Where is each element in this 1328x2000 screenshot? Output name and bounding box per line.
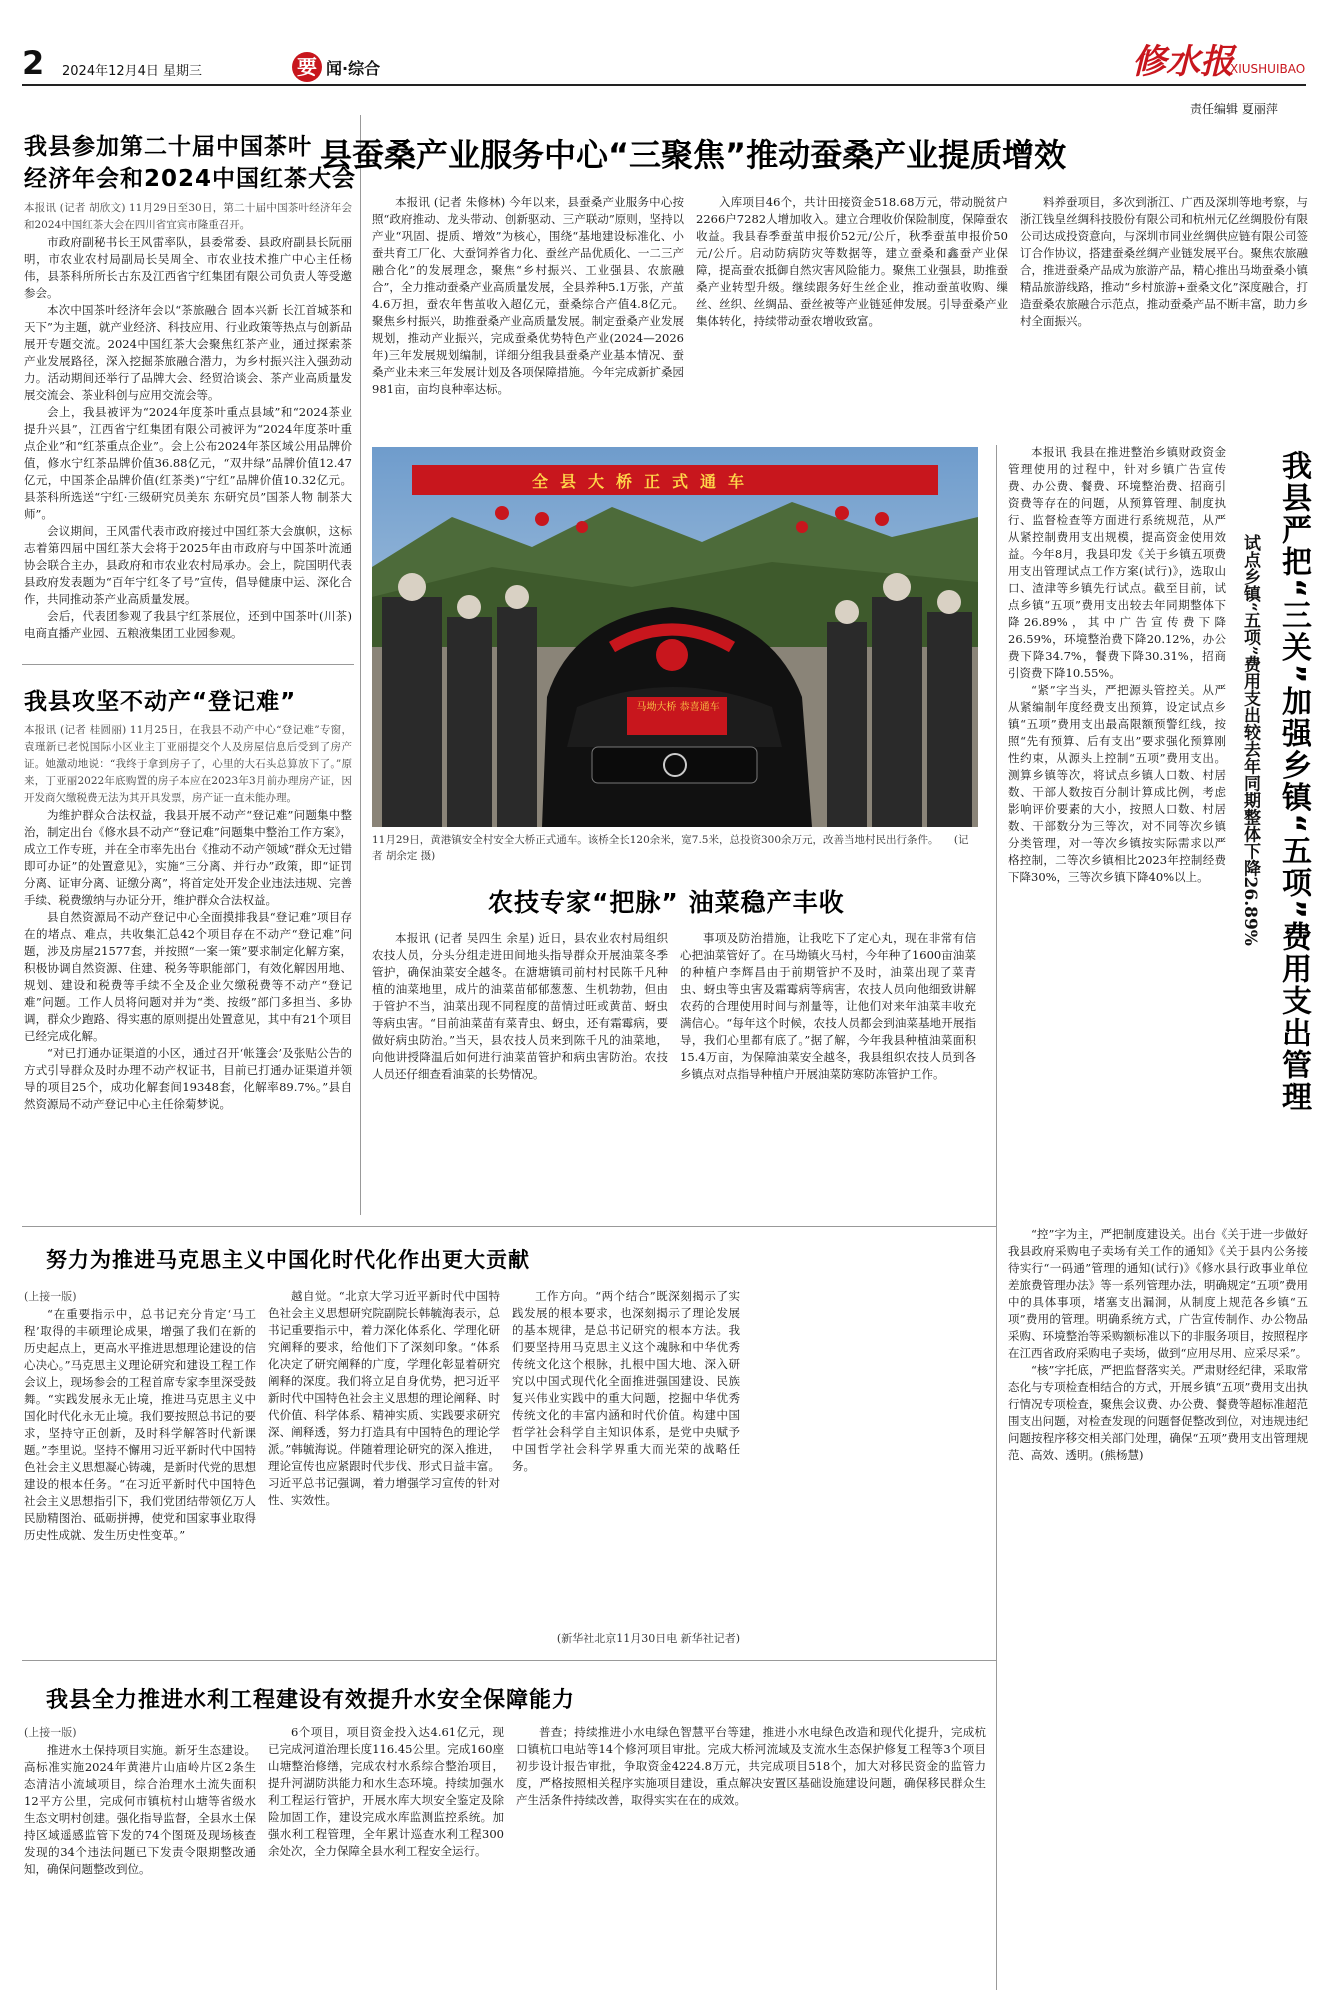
paper-logo: 修水报 bbox=[1132, 42, 1234, 82]
news-photo bbox=[372, 447, 978, 827]
article-tea-lead: 本报讯 (记者 胡欣文) 11月29日至30日，第二十届中国茶叶经济年会和2024中国红茶大会在四川省宜宾市隆重召开。 bbox=[24, 202, 352, 231]
article-tea-title-line1: 我县参加第二十届中国茶叶 bbox=[24, 134, 312, 160]
divider bbox=[22, 664, 354, 665]
article-marxism-cont: (上接一版) bbox=[24, 1290, 77, 1303]
divider bbox=[22, 1226, 996, 1227]
photo-banner-text: 全县大桥正式通车 bbox=[532, 472, 757, 491]
section-badge bbox=[292, 52, 322, 82]
article-marxism-col2: 越自觉。“北京大学习近平新时代中国特色社会主义思想研究院副院长韩毓海表示，总书记重要指示中，着力深化体系化、学理化研究阐释的要求，给他们下了深刻印象。“体系化决定了研究阐释的广度，学理化彰显着研究阐释的深度。我们将立足自身优势，把习近平新时代中国特色社会主义思想的理论阐释、时代价值、科学体系、精神实质、实践要求研究深、阐释透，努力打造具有中国特色的理论学派。”韩毓海说。伴随着理论研究的深入推进，理论宣传也应紧跟时代步伐、形式日益丰富。习近平总书记强调，着力增强学习宣传的针对性、实效性。 bbox=[268, 1289, 500, 1507]
article-water-col3: 普查；持续推进小水电绿色智慧平台等建，推进小水电绿色改造和现代化提升，完成杭口镇杭口电站等14个修河项目审批。完成大桥河流域及支流水生态保护修复工程等3个项目初步设计报告审批，争取资金4224.8万元，共完成项目518个，加大对移民资金的监管力度，严格按照相关程序实施项目建设，重点解决安置区基础设施建设问题，确保移民群众生产生活条件持续改善，取得实实在在的成效。 bbox=[516, 1725, 986, 1807]
article-property-p1: 为维护群众合法权益，我县开展不动产“登记难”问题集中整治，制定出台《修水县不动产“登记难”问题集中整治工作方案》，成立工作专班，并在全市率先出台《推动不动产领域“群众无过错即可办证”的处置意见》，实施“三分离、并行办”政策，即“证罚分离、证审分离、证缴分离”，将首定处开发企业违法违规、完善手续、税费缴纳与办证分开，维护群众合法权益。 bbox=[24, 808, 352, 907]
article-silk-col2: 入库项目46个，共计田接资金518.68万元，带动脱贫户2266户7282人增加收入。建立合理收价保险制度，保障蚕农收益。我县春季蚕茧申报价52元/公斤，秋季蚕茧申报价50元/公斤。启动防病防灾等数据等，建立蚕桑和鑫蚕产业保障，提高蚕农抵御自然灾害风险能力。聚焦工业强县，助推蚕桑产业转型升级。继续跟务好生丝企业，推动蚕茧收购、缫丝、丝织、丝绸品、蚕丝被等产业链延伸发展。引导蚕桑产业集体转化，持续带动蚕农增收致富。 bbox=[696, 195, 1008, 328]
article-silk-col3: 料养蚕项目，多次到浙江、广西及深圳等地考察，与浙江钱皇丝绸科技股份有限公司和杭州元亿丝绸股份有限公司达成投资意向，与深圳市同业丝绸供应链有限公司签订合作协议，搭建蚕桑丝绸产业链发展平台。聚焦农旅融合，推进蚕桑产品成为旅游产品，精心推出马坳蚕桑小镇精品旅游线路，推动“乡村旅游+蚕桑文化”深度融合，打造蚕桑农旅融合示范点，推动蚕桑产品不断丰富，助力乡村全面振兴。 bbox=[1020, 195, 1308, 328]
divider bbox=[360, 115, 361, 1215]
article-property-body bbox=[24, 722, 352, 1207]
photo-caption bbox=[372, 832, 978, 864]
article-property-title: 我县攻坚不动产“登记难” bbox=[24, 689, 297, 715]
article-expense-p1: 本报讯 我县在推进整治乡镇财政资金管理使用的过程中，针对乡镇广告宣传费、办公费、餐费、环境整治费、招商引资费等存在的问题，从预算管理、制度执行、监督检查等方面进行系统规范，从严从紧控制费用支出规模，提高资金使用效益。今年8月，我县印发《关于乡镇五项费用支出管理试点工作方案(试行)》，选取山口、渣津等乡镇先行试点。截至目前，试点乡镇“五项”费用支出较去年同期整体下降26.89%，其中广告宣传费下降26.59%，环境整治费下降20.12%，办公费下降34.7%，餐费下降30.31%，招商引资费下降10.55%。 bbox=[1008, 445, 1226, 680]
section-badge-text: 要 bbox=[297, 55, 317, 79]
article-expense-body bbox=[1008, 444, 1226, 1219]
article-tea-p2: 本次中国茶叶经济年会以“茶旅融合 固本兴新 长江首城茶和天下”为主题，就产业经济、科技应用、行业政策等热点与创新品展开专题交流。2024中国红茶大会聚焦红茶产业，通过探索茶产业发展路径，深入挖掘茶旅融合潜力，为乡村振兴注入强劲动力。活动期间还举行了品牌大会、经贸洽谈会、茶产业高质量发展交流会、茶业科创与应用交流会等。 bbox=[24, 303, 352, 402]
section-name: 闻·综合 bbox=[326, 59, 381, 78]
article-tea-p3: 会上，我县被评为“2024年度茶叶重点县域”和“2024茶业提升兴县”，江西省宁红集团有限公司被评为“2024年度茶叶重点企业”和“红茶重点企业”。会上公布2024年茶区域公用品牌价值，修水宁红茶品牌价值36.88亿元，“双井绿”品牌价值12.47亿元，中国茶企品牌价值(红茶类)“宁红”品牌价值10.32亿元。县茶科所选送“宁红·三级研究员美东 东研究员”国茶人物 制茶大师”。 bbox=[24, 405, 352, 521]
article-rapeseed-col2: 事项及防治措施，让我吃下了定心丸，现在非常有信心把油菜管好了。在马坳镇火马村，今年种了1600亩油菜的种植户李辉昌由于前期管护不及时，油菜出现了菜青虫、蚜虫等虫害及霜霉病等病害，农技人员向他细致讲解农药的合理使用时间与剂量等，让他们对来年油菜丰收充满信心。“每年这个时候，农技人员都会到油菜基地开展指导，我们心里都有底了。”据了解，今年我县种植油菜面积15.4万亩，为保障油菜安全越冬，我县组织农技人员到各乡镇点对点指导种植户开展油菜防寒防冻管护工作。 bbox=[680, 931, 976, 1081]
article-silk-title: 县蚕桑产业服务中心“三聚焦”推动蚕桑产业提质增效 bbox=[320, 136, 1067, 174]
article-property-p2: 县自然资源局不动产登记中心全面摸排我县“登记难”项目存在的堵点、难点，共收集汇总42个项目存在不动产“登记难”问题，涉及房屋21577套，并按照“一案一策”要求制定化解方案，积极协调自然资源、住建、税务等职能部门，有效化解因用地、规划、建设和税费等手续不全及企业欠缴税费等不动产“登记难”问题。工作人员将问题对并为“类、按级”部门多担当、多协调，群众少跑路、得实惠的原则提出处置意见，其中有21个项目已经完成化解。 bbox=[24, 910, 352, 1043]
article-tea-p1: 市政府副秘书长王风雷率队，县委常委、县政府副县长阮丽明，市农业农村局副局长吴周全、市农业技术推广中心主任杨伟，县茶科所所长古东及江西省宁红集团有限公司负责人等受邀参会。 bbox=[24, 235, 352, 300]
article-expense-body-2 bbox=[1008, 1226, 1308, 1990]
issue-date: 2024年12月4日 星期三 bbox=[62, 64, 203, 79]
page-number: 2 bbox=[22, 44, 45, 82]
article-water-col2: 6个项目，项目资金投入达4.61亿元，现已完成河道治理长度116.45公里。完成160座山塘整治修缮，完成农村水系综合整治项目，提升河湖防洪能力和水生态环境。持续加强水利工程运行管护，开展水库大坝安全鉴定及除险加固工作，建设完成水库监测监控系统。加强水利工程管理，全年累计巡查水利工程300余处次，全力保障全县水利工程安全运行。 bbox=[268, 1725, 504, 1858]
article-tea-body bbox=[24, 200, 352, 652]
article-expense-subtitle: 试点乡镇“五项”费用支出较去年同期整体下降26.89% bbox=[1240, 534, 1260, 946]
article-tea-title-line2: 经济年会和2024中国红茶大会 bbox=[24, 166, 357, 192]
article-silk-col1: 本报讯 (记者 朱修林) 今年以来，县蚕桑产业服务中心按照“政府推动、龙头带动、创新驱动、三产联动”原则，坚持以产业“巩固、提质、增效”为核心，围绕“基地建设标准化、小蚕共育工厂化、大蚕饲养省力化、蚕丝产品优质化、一二三产融合化”的发展理念，聚焦“乡村振兴、工业强县、农旅融合”，全力推动蚕桑产业高质量发展，全县养种5.1万张，产茧4.6万担，蚕农年售茧收入超亿元，蚕桑综合产值4.8亿元。聚焦乡村振兴，助推蚕桑产业高质量发展。制定蚕桑产业发展规划，推动产业振兴，完成蚕桑优势特色产业(2024—2026年)三年发展规划编制，详细分组我县蚕桑产业基本情况、蚕桑产业未来三年发展计划及各项保障措施。今年完成新扩桑园981亩，亩均良种率达标。 bbox=[372, 195, 684, 396]
article-expense-p2: “紧”字当头，严把源头管控关。从严从紧编制年度经费支出预算，设定试点乡镇“五项”费用支出最高限额预警红线，按照“先有预算、后有支出”要求强化预算刚性约束，从源头上控制“五项”费用支出。测算乡镇等次，将试点乡镇人口数、村居数、干部人数按百分制计算成比例，考虑影响评价要素的大小，按照人口数、村居数、干部数分为三等次，对不同等次乡镇分类管理，对一等次乡镇按实际需求以严格控制，二等次乡镇相比2023年控制经费下降30%，三等次乡镇下降40%以上。 bbox=[1008, 683, 1226, 884]
article-water-cont: (上接一版) bbox=[24, 1726, 77, 1739]
editor-credit: 责任编辑 夏丽萍 bbox=[1190, 102, 1278, 116]
paper-pinyin: XIUSHUIBAO bbox=[1230, 62, 1306, 76]
article-marxism-title: 努力为推进马克思主义中国化时代化作出更大贡献 bbox=[46, 1248, 530, 1272]
article-expense-p3: “控”字为主，严把制度建设关。出台《关于进一步做好我县政府采购电子卖场有关工作的通知》《关于县内公务接待实行“一码通”管理的通知(试行)》《修水县行政事业单位差旅费管理办法》等一系列管理办法，明确规定“五项”费用中的具体事项，堵塞支出漏洞，从制度上规范各乡镇“五项”费用的管理。明确系统方式，广告宣传制作、办公物品采购、环境整治等采购额标准以下的非服务项目，按照程序在江西省政府采购电子卖场，做到“应用尽用、应采尽采”。 bbox=[1008, 1227, 1308, 1360]
photo-caption-text: 11月29日，黄港镇安全村安全大桥正式通车。该桥全长120余米，宽7.5米，总投资300余万元，改善当地村民出行条件。 bbox=[372, 834, 939, 846]
divider bbox=[22, 1660, 996, 1661]
divider bbox=[996, 445, 997, 1990]
photo-plate-text: 马坳大桥 恭喜通车 bbox=[636, 702, 720, 713]
article-tea-p5: 会后，代表团参观了我县宁红茶展位，还到中国茶叶(川茶)电商直播产业园、五粮液集团工业园参观。 bbox=[24, 609, 352, 640]
bridge-opening-photo bbox=[372, 447, 978, 827]
header-rule bbox=[22, 84, 1306, 86]
article-marxism-credit: (新华社北京11月30日电 新华社记者) bbox=[556, 1632, 740, 1645]
article-water-col1: 推进水土保持项目实施。新牙生态建设。高标准实施2024年黄港片山庙岭片区2条生态清洁小流域项目，综合治理水土流失面积12平方公里，完成何市镇杭村山塘等省级水生态文明村创建。强化指导监督，全县水土保持区域遥感监管下发的74个图斑及现场核查发现的34个违法问题已下发责令限期整改通知，确保问题整改到位。 bbox=[24, 1743, 256, 1876]
article-rapeseed-title: 农技专家“把脉” 油菜稳产丰收 bbox=[488, 888, 845, 917]
article-rapeseed-col1: 本报讯 (记者 吴四生 余星) 近日，县农业农村局组织农技人员，分头分组走进田间地头指导群众开展油菜冬季管护，确保油菜安全越冬。在溏塘镇司前村村民陈千凡种植的油菜地里，成片的油菜苗郁郁葱葱、生机勃勃，但由于管护不当，油菜出现不同程度的苗情过旺或黄苗、蚜虫等病虫害。“目前油菜苗有菜青虫、蚜虫，还有霜霉病，要做好病虫防治。”当天，县农技人员来到陈千凡的油菜地，向他讲授降温后如何进行油菜苗管护和病虫害防治。农技人员还仔细查看油菜的长势情况。 bbox=[372, 931, 668, 1081]
article-property-lead: 本报讯 (记者 桂圆丽) 11月25日，在我县不动产中心“登记难”专窗，袁瑾新已老悦国际小区业主丁亚丽提交个人及房屋信息后受到了房产证。她激动地说：“我终于拿到房子了，心里的大石头总算放下了。”原来，丁亚丽2022年底购置的房子本应在2023年3月前办理房产证，因开发商欠缴税费无法为其开具发票，房产证一直未能办理。 bbox=[24, 724, 352, 804]
article-marxism-col1: “在重要指示中，总书记充分肯定‘马工程’取得的丰硕理论成果，增强了我们在新的历史起点上，更高水平推进思想理论建设的信心决心。”马克思主义理论研究和建设工程工作会议上，现场参会的工程首席专家李里深受鼓舞。“实践发展永无止境，推进马克思主义中国化时代化永无止境。我们要按照总书记的要求，坚持守正创新，及时科学解答时代新课题。”李里说。坚持不懈用习近平新时代中国特色社会主义思想凝心铸魂，是新时代党的思想建设的根本任务。“在习近平新时代中国特色社会主义思想指引下，我们党团结带领亿万人民励精图治、砥砺拼搏，使党和国家事业取得历史性成就、发生历史性变革。” bbox=[24, 1307, 256, 1542]
article-water-title: 我县全力推进水利工程建设有效提升水安全保障能力 bbox=[46, 1688, 576, 1713]
article-marxism-col3: 工作方向。“两个结合”既深刻揭示了实践发展的根本要求，也深刻揭示了理论发展的基本规律，是总书记研究的根本方法。我们要坚持用马克思主义这个魂脉和中华优秀传统文化这个根脉，扎根中国大地、深入研究以中国式现代化全面推进强国建设、民族复兴伟业实践中的重大问题，挖掘中华优秀传统文化的丰富内涵和时代价值。构建中国哲学社会科学自主知识体系，是党中央赋予中国哲学社会科学界重大而光荣的战略任务。 bbox=[512, 1289, 740, 1473]
article-property-p3: “对已打通办证渠道的小区，通过召开‘帐篷会’及张贴公告的方式引导群众及时办理不动产权证书，目前已打通办证渠道并领导的项目25个，成功化解套间19348套，化解率89.7%。”县自然资源局不动产登记中心主任徐菊梦说。 bbox=[24, 1046, 352, 1111]
photo-caption-credit: (记者 胡余定 摄) bbox=[372, 834, 969, 862]
article-tea-p4: 会议期间，王风雷代表市政府接过中国红茶大会旗帜，这标志着第四届中国红茶大会将于2025年由市政府与中国茶叶流通协会联合主办，县政府和市农业农村局承办。会上，院国明代表县政府发表题为“百年宁红冬了号”宣传，倡导健康中运、深化合作，共同推动茶产业高质量发展。 bbox=[24, 524, 352, 606]
article-expense-p4: “核”字托底，严把监督落实关。严肃财经纪律，采取常态化与专项检查相结合的方式，开展乡镇“五项”费用支出执行情况专项检查，聚焦会议费、办公费、餐费等超标准超范围支出问题，对检查发现的问题督促整改到位，对违规违纪问题按程序移交相关部门处理，确保“五项”费用支出管理规范、高效、透明。(熊杨慧) bbox=[1008, 1363, 1308, 1462]
article-expense-title: 我县严把“三关”加强乡镇“五项”费用支出管理 bbox=[1276, 450, 1311, 1113]
